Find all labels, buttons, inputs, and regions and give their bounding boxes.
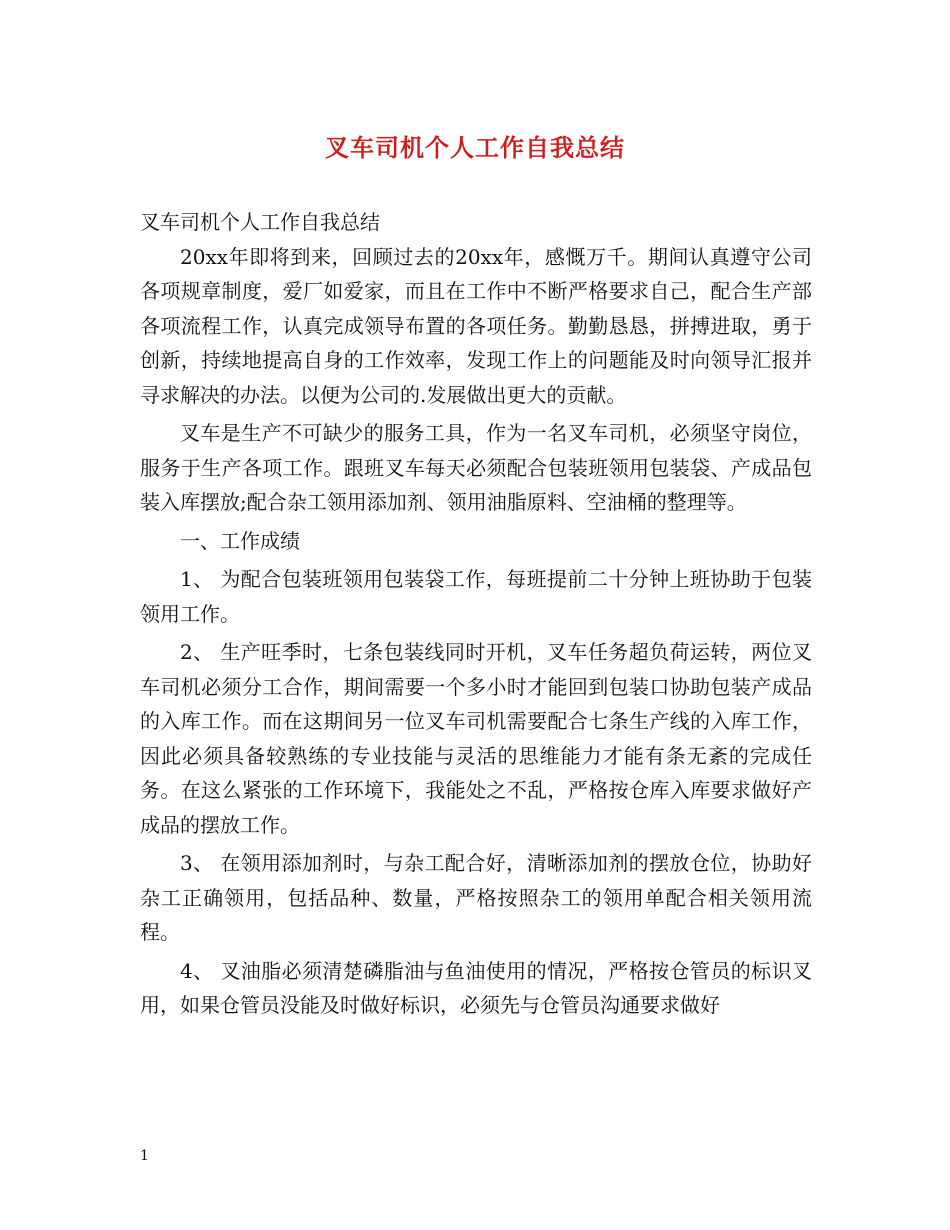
paragraph-intro: 20xx年即将到来，回顾过去的20xx年，感慨万千。期间认真遵守公司各项规章制度，爱厂如爱家，而且在工作中不断严格要求自己，配合生产部各项流程工作，认真完成领导布置的各项任务。勤勤恳恳，拼搏进取，勇于创新，持续地提高自身的工作效率，发现工作上的问题能及时向领导汇报并寻求解决的办法。以便为公司的.发展做出更大的贡献。: [140, 244, 812, 407]
list-item-4: 4、 叉油脂必须清楚磷脂油与鱼油使用的情况，严格按仓管员的标识叉用，如果仓管员没能及时做好标识，必须先与仓管员沟通要求做好: [140, 958, 812, 1017]
paragraph-forklift-role: 叉车是生产不可缺少的服务工具，作为一名叉车司机，必须坚守岗位，服务于生产各项工作。跟班叉车每天必须配合包装班领用包装袋、产成品包装入库摆放;配合杂工领用添加剂、领用油脂原料、空油桶的整理等。: [140, 421, 812, 514]
list-item-2: 2、 生产旺季时，七条包装线同时开机，叉车任务超负荷运转，两位叉车司机必须分工合作，期间需要一个多小时才能回到包装口协助包装产成品的入库工作。而在这期间另一位叉车司机需要配合七条生产线的入库工作，因此必须具备较熟练的专业技能与灵活的思维能力才能有条无紊的完成任务。在这么紧张的工作环境下，我能处之不乱，严格按仓库入库要求做好产成品的摆放工作。: [140, 640, 812, 837]
list-item-3: 3、 在领用添加剂时，与杂工配合好，清晰添加剂的摆放仓位，协助好杂工正确领用，包括品种、数量，严格按照杂工的领用单配合相关领用流程。: [140, 851, 812, 944]
list-item-1: 1、 为配合包装班领用包装袋工作，每班提前二十分钟上班协助于包装领用工作。: [140, 567, 812, 626]
document-title: 叉车司机个人工作自我总结: [325, 133, 625, 162]
body-heading: 叉车司机个人工作自我总结: [140, 210, 380, 234]
page-number: 1: [140, 1148, 149, 1164]
document-body: [140, 205, 812, 1027]
section-heading-achievements: 一、工作成绩: [180, 528, 300, 553]
